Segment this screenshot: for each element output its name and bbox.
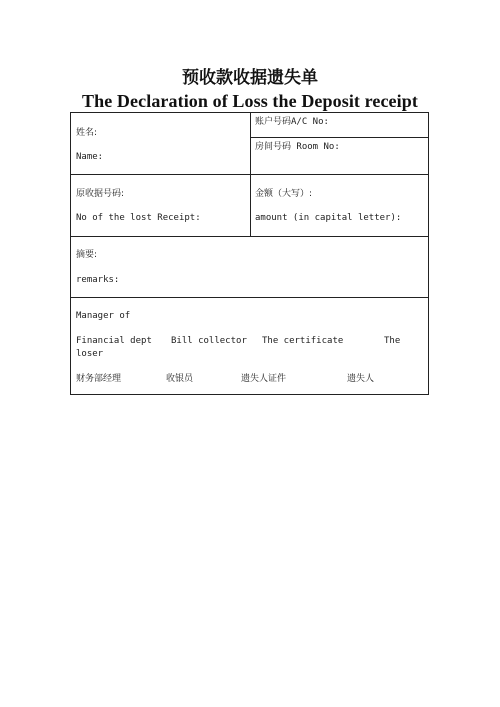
cashier-label-cn: 收银员 bbox=[166, 374, 194, 384]
declaration-form bbox=[70, 112, 429, 395]
amount-label-en: amount (in capital letter): bbox=[255, 213, 402, 223]
account-number-label: 账户号码A/C No: bbox=[255, 117, 329, 127]
document-title-chinese: 预收款收据遗失单 bbox=[182, 68, 318, 88]
financial-manager-label-cn: 财务部经理 bbox=[76, 374, 122, 384]
receipt-number-label-cn: 原收据号码: bbox=[76, 189, 125, 199]
loser-certificate-label-cn: 遗失人证件 bbox=[241, 374, 287, 384]
financial-dept-label: Financial dept bbox=[76, 336, 152, 346]
room-number-label: 房间号码 Room No: bbox=[255, 142, 340, 152]
bill-collector-label: Bill collector bbox=[171, 336, 247, 346]
account-room-divider bbox=[250, 137, 429, 138]
amount-label-cn: 金额（大写）: bbox=[255, 189, 313, 199]
remarks-label-en: remarks: bbox=[76, 275, 120, 285]
name-label-en: Name: bbox=[76, 152, 104, 162]
manager-of-label: Manager of bbox=[76, 311, 131, 321]
receipt-number-label-en: No of the lost Receipt: bbox=[76, 213, 201, 223]
name-label-cn: 姓名: bbox=[76, 128, 98, 138]
row-divider-3 bbox=[71, 297, 428, 298]
loser-label: loser bbox=[76, 349, 104, 359]
loser-label-cn: 遗失人 bbox=[347, 374, 375, 384]
column-divider bbox=[250, 113, 251, 236]
row-divider-2 bbox=[71, 236, 428, 237]
certificate-label: The certificate bbox=[262, 336, 344, 346]
remarks-label-cn: 摘要: bbox=[76, 250, 98, 260]
document-title-english: The Declaration of Loss the Deposit receipt bbox=[82, 91, 418, 111]
the-label: The bbox=[384, 336, 401, 346]
